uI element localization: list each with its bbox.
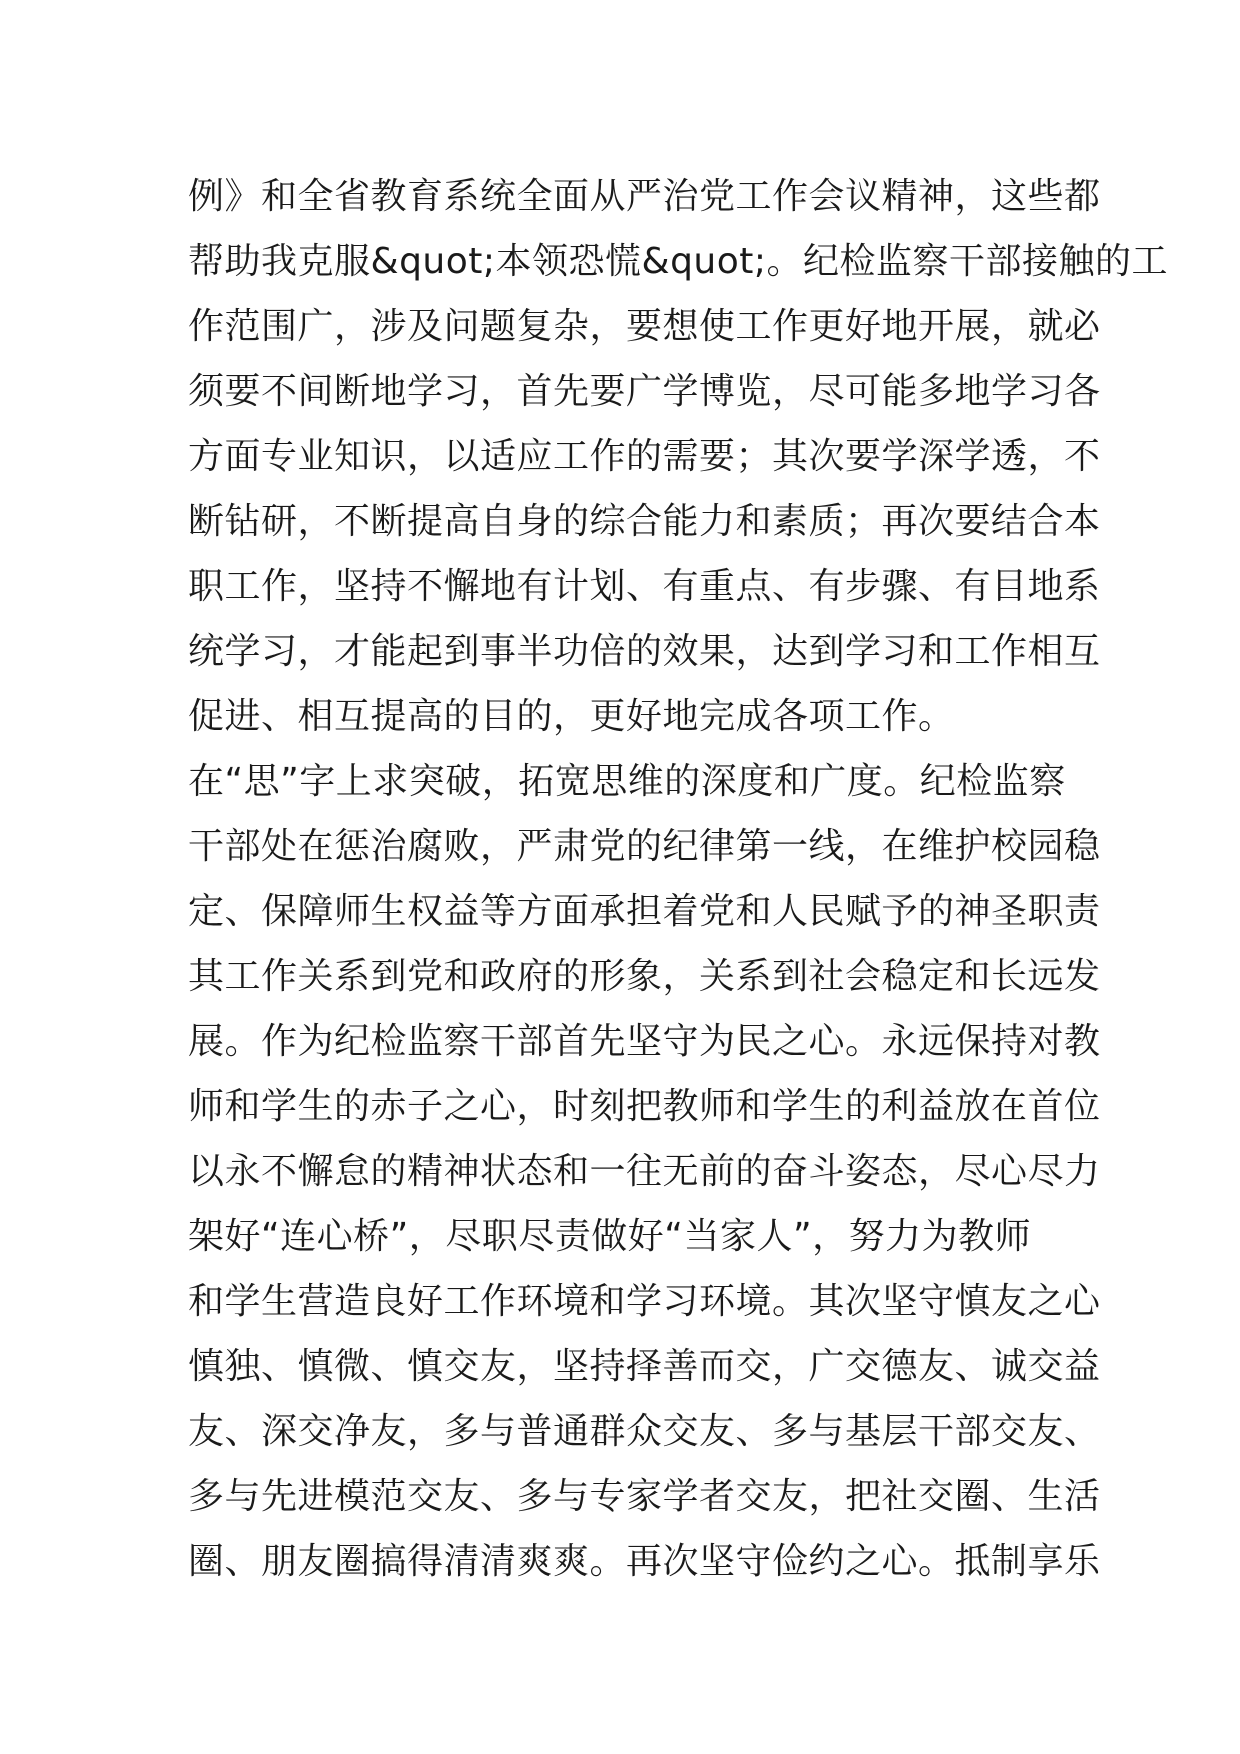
text-line: 和学生营造良好工作环境和学习环境。其次坚守慎友之心 [188, 1281, 1101, 1322]
text-line: 以永不懈怠的精神状态和一往无前的奋斗姿态，尽心尽力 [188, 1151, 1101, 1192]
text-line: 其工作关系到党和政府的形象，关系到社会稳定和长远发 [188, 956, 1101, 997]
text-line: 圈、朋友圈搞得清清爽爽。再次坚守俭约之心。抵制享乐 [188, 1541, 1101, 1582]
text-line: 须要不间断地学习，首先要广学博览，尽可能多地学习各 [188, 371, 1101, 412]
text-line: 促进、相互提高的目的，更好地完成各项工作。 [188, 696, 955, 737]
text-line: 方面专业知识，以适应工作的需要；其次要学深学透，不 [188, 436, 1101, 477]
text-line: 师和学生的赤子之心，时刻把教师和学生的利益放在首位 [188, 1086, 1101, 1127]
text-line: 帮助我克服&quot;本领恐慌&quot;。纪检监察干部接触的工 [188, 241, 1169, 282]
text-line: 在“思”字上求突破，拓宽思维的深度和广度。纪检监察 [188, 761, 1066, 802]
text-line: 展。作为纪检监察干部首先坚守为民之心。永远保持对教 [188, 1021, 1101, 1062]
text-line: 例》和全省教育系统全面从严治党工作会议精神，这些都 [188, 176, 1101, 217]
text-line: 作范围广，涉及问题复杂，要想使工作更好地开展，就必 [188, 306, 1101, 347]
text-line: 统学习，才能起到事半功倍的效果，达到学习和工作相互 [188, 631, 1101, 672]
text-line: 断钻研，不断提高自身的综合能力和素质；再次要结合本 [188, 501, 1101, 542]
text-line: 友、深交净友，多与普通群众交友、多与基层干部交友、 [188, 1411, 1101, 1452]
text-line: 定、保障师生权益等方面承担着党和人民赋予的神圣职责 [188, 891, 1101, 932]
text-line: 干部处在惩治腐败，严肃党的纪律第一线，在维护校园稳 [188, 826, 1101, 867]
text-line: 架好“连心桥”，尽职尽责做好“当家人”，努力为教师 [188, 1216, 1032, 1257]
text-line: 职工作，坚持不懈地有计划、有重点、有步骤、有目地系 [188, 566, 1101, 607]
text-line: 多与先进模范交友、多与专家学者交友，把社交圈、生活 [188, 1476, 1101, 1517]
text-line: 慎独、慎微、慎交友，坚持择善而交，广交德友、诚交益 [188, 1346, 1101, 1387]
body-text [188, 164, 1169, 1594]
